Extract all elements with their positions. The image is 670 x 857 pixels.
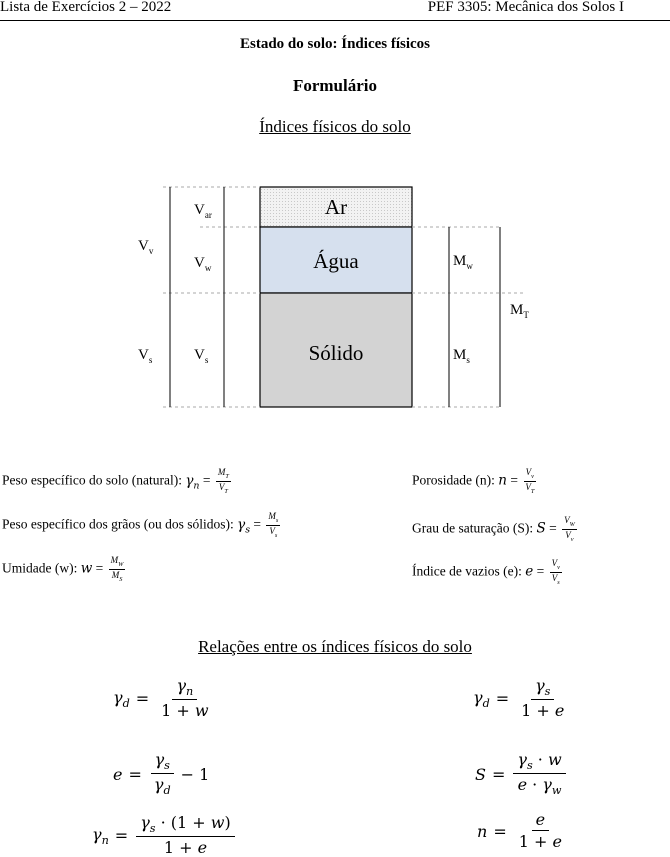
solid-phase-label: Sólido: [308, 341, 364, 365]
def-void-ratio: Índice de vazios (e): e = $\frac{V_v}{V_s}$: [412, 558, 560, 586]
header-right: PEF 3305: Mecânica dos Solos I: [427, 0, 624, 15]
relation-gamma-d-w: $\gamma_d$ = $\frac{\gamma_n}{1 + w}$: [113, 676, 209, 721]
water-phase-label: Água: [313, 249, 359, 273]
air-phase-label: Ar: [324, 195, 348, 219]
def-moisture: Umidade (w): w = $\frac{M_W}{M_S}$: [2, 555, 124, 583]
subtitle-physical-indices: Índices físicos do solo: [259, 117, 411, 136]
label-var: $V_{ar}$: [194, 202, 212, 220]
label-mw: $M_w$: [453, 253, 473, 271]
label-vv: $V_v$: [138, 238, 154, 256]
label-ms: $M_s$: [453, 347, 470, 365]
label-vs-outer: $V_s$: [138, 347, 153, 365]
subtitle-relations: Relações entre os índices físicos do solo: [198, 637, 472, 656]
def-grain-unit-weight: Peso específico dos grãos (ou dos sólidos): $\gamma_s$ = $\frac{M_s}{V_s}$: [2, 511, 279, 539]
relation-gamma-d-e: $\gamma_d$ = $\frac{\gamma_s}{1 + e}$: [473, 676, 565, 721]
relation-gamma-n: $\gamma_n$ = $\frac{\gamma_s \cdot (1 + w)}{1 + e}$: [92, 815, 237, 856]
section-title: Formulário: [292, 76, 378, 95]
topic-title: Estado do solo: Índices físicos: [239, 36, 431, 52]
def-porosity: Porosidade (n): n = $\frac{V_v}{V_T}$: [412, 467, 535, 495]
relation-void-ratio: e = $\frac{\gamma_s}{\gamma_d}$ − 1: [113, 750, 210, 798]
label-mt: $M_T$: [510, 302, 529, 320]
header-left: Lista de Exercícios 2 – 2022: [0, 0, 172, 15]
relation-porosity: n = $\frac{e}{1 + e}$: [477, 810, 562, 851]
phase-diagram: [0, 0, 670, 420]
def-saturation: Grau de saturação (S): S = $\frac{V_W}{V_v}$: [412, 515, 575, 543]
label-vs-inner: $V_s$: [194, 347, 209, 365]
relation-saturation: S = $\frac{\gamma_s \cdot w}{e \cdot \gamma_w}$: [475, 752, 568, 797]
def-natural-unit-weight: Peso específico do solo (natural): $\gamma_n$ = $\frac{M_T}{V_T}$: [2, 467, 229, 495]
label-vw: $V_w$: [194, 255, 212, 273]
